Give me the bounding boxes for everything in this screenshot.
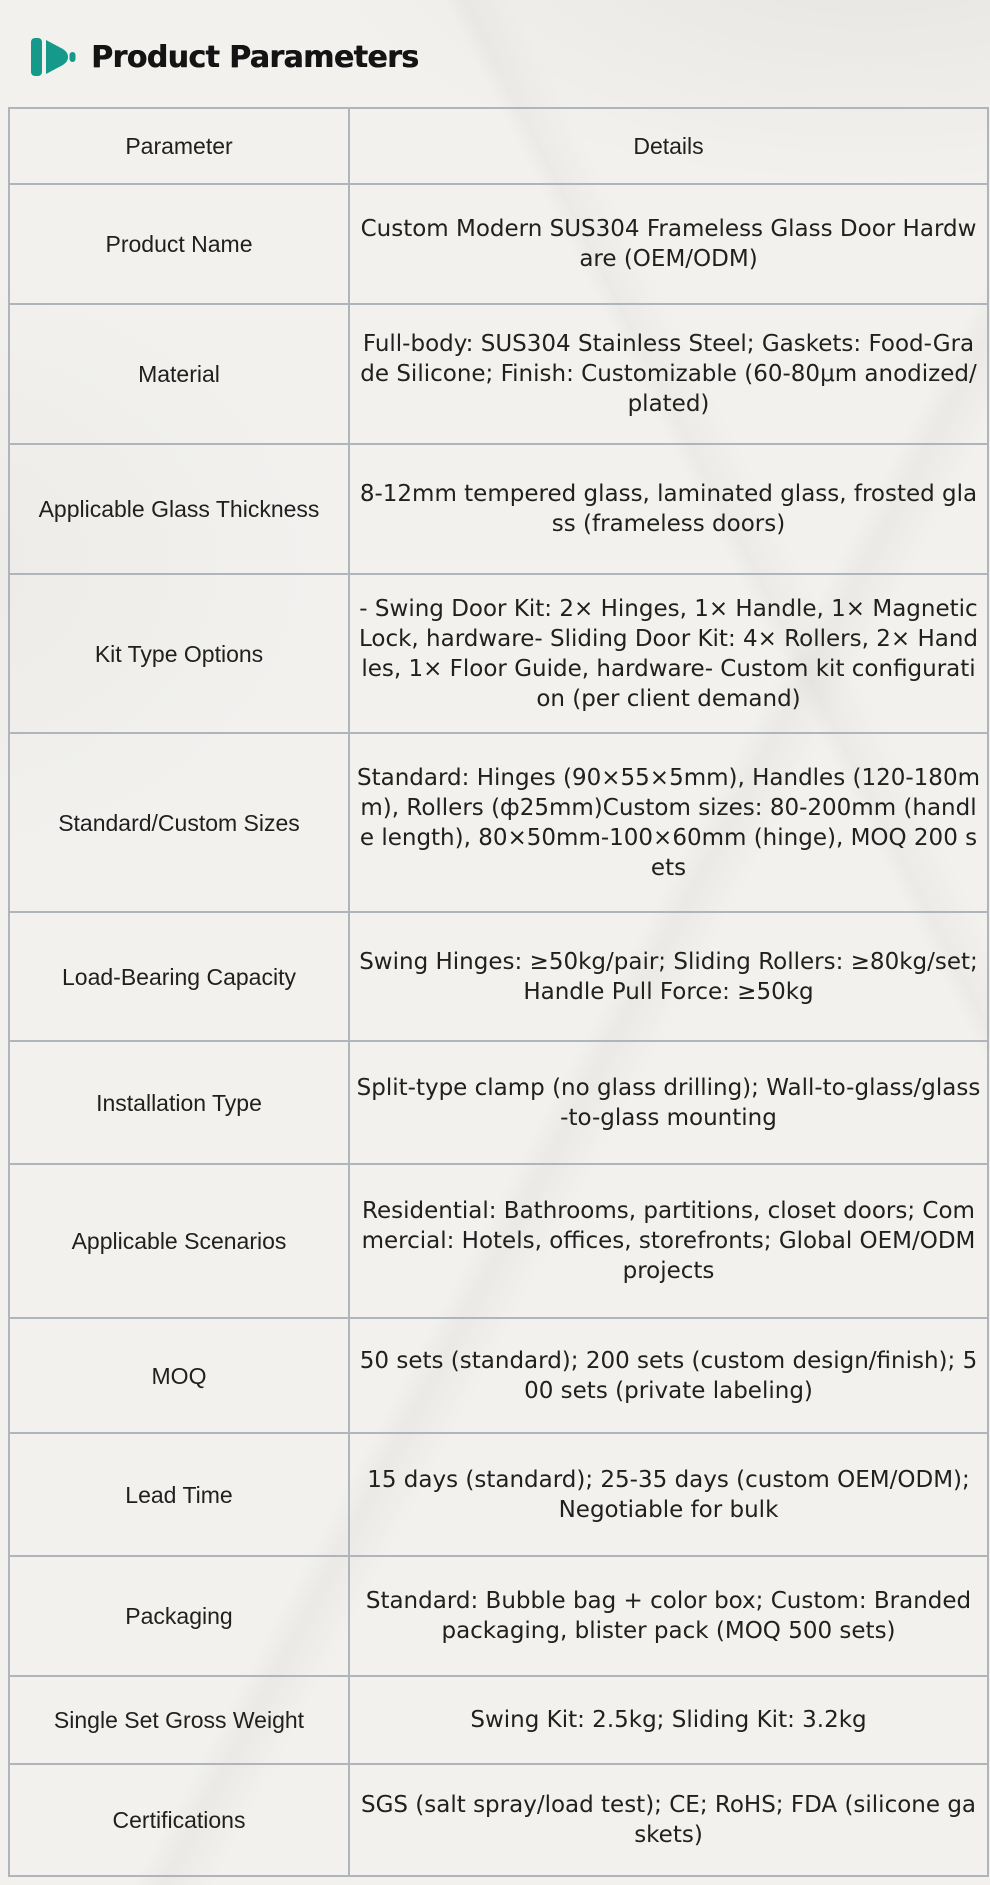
column-header-details: Details xyxy=(349,108,988,184)
megaphone-icon xyxy=(30,36,76,78)
parameter-cell: Load-Bearing Capacity xyxy=(9,912,349,1041)
parameter-cell: Applicable Glass Thickness xyxy=(9,444,349,574)
table-row xyxy=(9,733,988,912)
parameter-cell: Lead Time xyxy=(9,1433,349,1556)
parameter-cell: Installation Type xyxy=(9,1041,349,1164)
details-cell: Standard: Bubble bag + color box; Custom: Branded packaging, blister pack (MOQ 500 sets) xyxy=(349,1556,988,1676)
parameter-cell: Certifications xyxy=(9,1764,349,1876)
details-cell: - Swing Door Kit: 2× Hinges, 1× Handle, 1× Magnetic Lock, hardware- Sliding Door Kit: 4× Rollers, 2× Handles, 1× Floor Guide, hardware- Custom kit configuration (per client demand) xyxy=(349,574,988,733)
parameter-cell: Kit Type Options xyxy=(9,574,349,733)
parameter-cell: Product Name xyxy=(9,184,349,304)
product-parameters-table xyxy=(8,107,989,1877)
parameter-cell: MOQ xyxy=(9,1318,349,1433)
table-row xyxy=(9,574,988,733)
table-row xyxy=(9,1041,988,1164)
details-cell: 8-12mm tempered glass, laminated glass, frosted glass (frameless doors) xyxy=(349,444,988,574)
table-header-row xyxy=(9,108,988,184)
parameter-cell: Packaging xyxy=(9,1556,349,1676)
page-header xyxy=(30,36,418,78)
parameter-cell: Applicable Scenarios xyxy=(9,1164,349,1318)
parameter-cell: Single Set Gross Weight xyxy=(9,1676,349,1764)
details-cell: Swing Hinges: ≥50kg/pair; Sliding Rollers: ≥80kg/set; Handle Pull Force: ≥50kg xyxy=(349,912,988,1041)
details-cell: Custom Modern SUS304 Frameless Glass Door Hardware (OEM/ODM) xyxy=(349,184,988,304)
page-title: Product Parameters xyxy=(91,39,419,75)
details-cell: 50 sets (standard); 200 sets (custom design/finish); 500 sets (private labeling) xyxy=(349,1318,988,1433)
table-row xyxy=(9,1556,988,1676)
table-row xyxy=(9,1318,988,1433)
details-cell: Swing Kit: 2.5kg; Sliding Kit: 3.2kg xyxy=(349,1676,988,1764)
details-cell: Split-type clamp (no glass drilling); Wall-to-glass/glass-to-glass mounting xyxy=(349,1041,988,1164)
table-row xyxy=(9,184,988,304)
parameter-cell: Standard/Custom Sizes xyxy=(9,733,349,912)
details-cell: Full-body: SUS304 Stainless Steel; Gaskets: Food-Grade Silicone; Finish: Customizable (60-80μm anodized/plated) xyxy=(349,304,988,444)
table-row xyxy=(9,1433,988,1556)
table-row xyxy=(9,444,988,574)
details-cell: 15 days (standard); 25-35 days (custom OEM/ODM); Negotiable for bulk xyxy=(349,1433,988,1556)
table-row xyxy=(9,1164,988,1318)
column-header-parameter: Parameter xyxy=(9,108,349,184)
parameter-cell: Material xyxy=(9,304,349,444)
table-row xyxy=(9,1764,988,1876)
details-cell: SGS (salt spray/load test); CE; RoHS; FDA (silicone gaskets) xyxy=(349,1764,988,1876)
table-row xyxy=(9,304,988,444)
table-row xyxy=(9,912,988,1041)
details-cell: Standard: Hinges (90×55×5mm), Handles (120-180mm), Rollers (ф25mm)Custom sizes: 80-200mm (handle length), 80×50mm-100×60mm (hinge), MOQ 200 sets xyxy=(349,733,988,912)
table-row xyxy=(9,1676,988,1764)
details-cell: Residential: Bathrooms, partitions, closet doors; Commercial: Hotels, offices, storefronts; Global OEM/ODM projects xyxy=(349,1164,988,1318)
